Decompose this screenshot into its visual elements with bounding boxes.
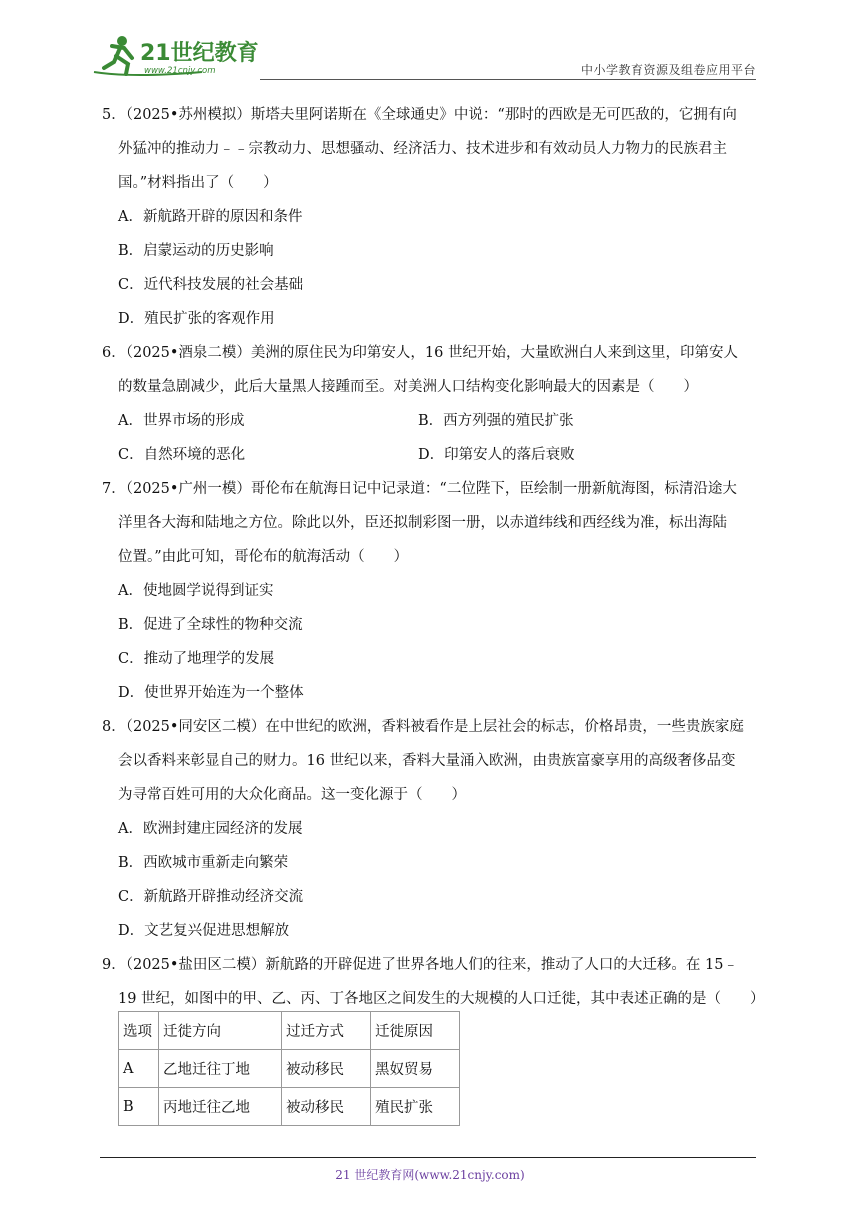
question-text: 8．（2025•同安区二模）在中世纪的欧洲，香料被看作是上层社会的标志，价格昂贵，一些贵族家庭: [102, 719, 744, 735]
question-text: 7．（2025•广州一模）哥伦布在航海日记中记录道：“二位陛下，臣绘制一册新航海图，标清沿途大: [102, 481, 737, 497]
table-header-cell: 过迁方式: [282, 1012, 371, 1050]
question-text: 6．（2025•酒泉二模）美洲的原住民为印第安人，16 世纪开始，大量欧洲白人来到这里，印第安人: [102, 345, 738, 361]
table-header-row: [119, 1012, 460, 1050]
footer-divider: [100, 1157, 756, 1158]
question-text: 洋里各大海和陆地之方位。除此以外，臣还拟制彩图一册，以赤道纬线和西经线为准，标出海陆: [118, 515, 727, 531]
option-c: C．近代科技发展的社会基础: [118, 277, 304, 293]
option-a: A．世界市场的形成: [118, 413, 245, 429]
option-row: [102, 438, 762, 472]
option-b: B．促进了全球性的物种交流: [118, 617, 303, 633]
option-c: C．推动了地理学的发展: [118, 651, 275, 667]
option-d: D．印第安人的落后衰败: [418, 447, 575, 463]
option-a: A．新航路开辟的原因和条件: [118, 209, 303, 225]
question-list: [102, 98, 765, 1016]
table-header-cell: 迁徙方向: [159, 1012, 282, 1050]
table-cell: 黑奴贸易: [371, 1050, 460, 1088]
table-cell: B: [119, 1088, 159, 1126]
table-cell: 乙地迁往丁地: [159, 1050, 282, 1088]
option-d: D．文艺复兴促进思想解放: [118, 923, 290, 939]
options-table: [118, 1011, 460, 1126]
option-c: C．新航路开辟推动经济交流: [118, 889, 304, 905]
option-d: D．使世界开始连为一个整体: [118, 685, 304, 701]
option-row: [102, 404, 762, 438]
table-cell: 被动移民: [282, 1088, 371, 1126]
option-b: B．西欧城市重新走向繁荣: [118, 855, 289, 871]
table-row: [119, 1050, 460, 1088]
header-divider: [260, 79, 756, 80]
question-text: 会以香料来彰显自己的财力。16 世纪以来，香料大量涌入欧洲，由贵族富豪享用的高级奢侈品变: [118, 753, 736, 769]
table-header-cell: 迁徙原因: [371, 1012, 460, 1050]
question-text: 9．（2025•盐田区二模）新航路的开辟促进了世界各地人们的往来，推动了人口的大迁移。在 15﹣: [102, 957, 738, 973]
question-text: 外猛冲的推动力﹣﹣宗教动力、思想骚动、经济活力、技术进步和有效动员人力物力的民族君主: [118, 141, 727, 157]
table-cell: 殖民扩张: [371, 1088, 460, 1126]
question-text: 位置。”由此可知，哥伦布的航海活动（ ）: [118, 549, 409, 565]
site-logo: [92, 32, 262, 78]
platform-name: 中小学教育资源及组卷应用平台: [580, 63, 756, 77]
option-d: D．殖民扩张的客观作用: [118, 311, 275, 327]
footer-link[interactable]: 21 世纪教育网(www.21cnjy.com): [335, 1168, 525, 1182]
option-b: B．西方列强的殖民扩张: [418, 413, 574, 429]
option-a: A．使地圆学说得到证实: [118, 583, 274, 599]
table-cell: 丙地迁往乙地: [159, 1088, 282, 1126]
table-cell: A: [119, 1050, 159, 1088]
question-text: 5．（2025•苏州模拟）斯塔夫里阿诺斯在《全球通史》中说：“那时的西欧是无可匹敌的，它拥有向: [102, 107, 737, 123]
option-a: A．欧洲封建庄园经济的发展: [118, 821, 303, 837]
page-header: [0, 0, 860, 80]
option-c: C．自然环境的恶化: [118, 447, 246, 463]
option-b: B．启蒙运动的历史影响: [118, 243, 274, 259]
table-header-cell: 选项: [119, 1012, 159, 1050]
svg-text:www.21cnjy.com: www.21cnjy.com: [144, 66, 216, 76]
svg-text:21世纪教育: 21世纪教育: [140, 41, 259, 66]
question-text: 的数量急剧减少，此后大量黑人接踵而至。对美洲人口结构变化影响最大的因素是（ ）: [118, 379, 698, 395]
question-text: 为寻常百姓可用的大众化商品。这一变化源于（ ）: [118, 787, 466, 803]
question-text: 国。”材料指出了（ ）: [118, 175, 278, 191]
table-row: [119, 1088, 460, 1126]
question-text: 19 世纪，如图中的甲、乙、丙、丁各地区之间发生的大规模的人口迁徙，其中表述正确的是（ ）: [118, 991, 765, 1007]
table-cell: 被动移民: [282, 1050, 371, 1088]
